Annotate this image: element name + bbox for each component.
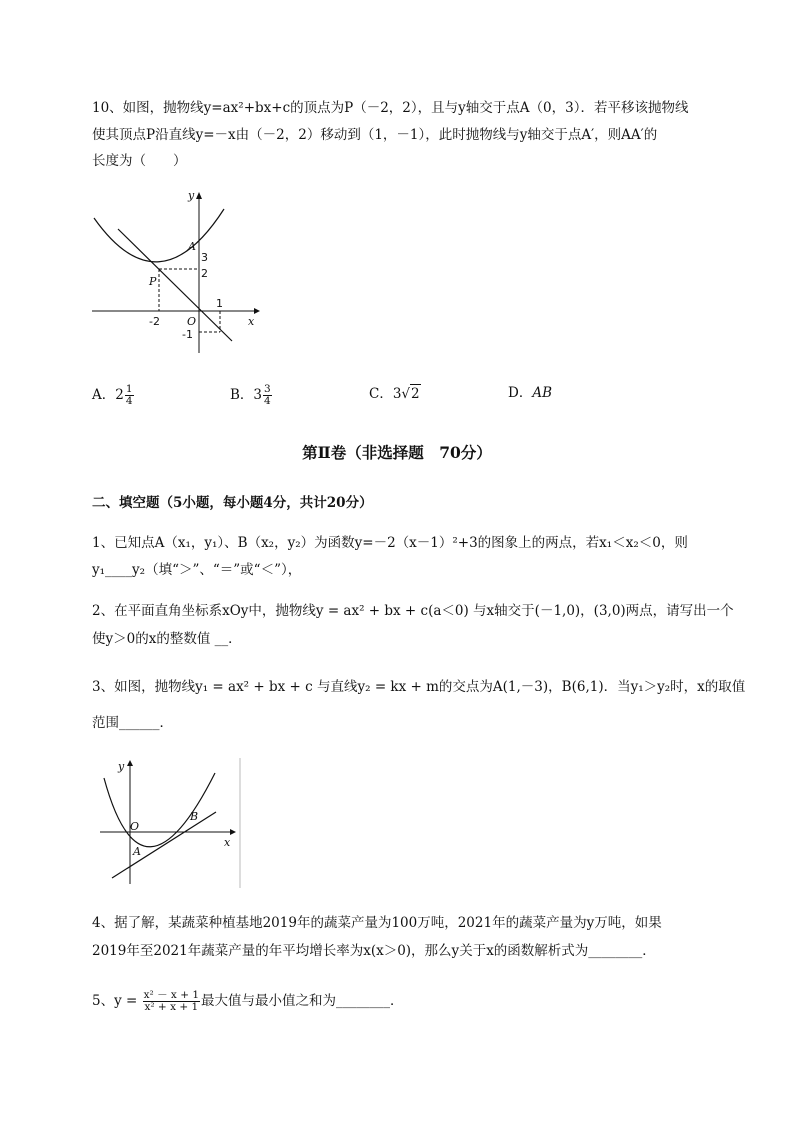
q10-tick-neg1: -1	[182, 328, 193, 341]
q10-tick-1: 1	[216, 297, 223, 310]
fill-q2-line-1: 2、在平面直角坐标系xOy中，抛物线y = ax² + bx + c(a＜0) 与x轴交于(－1,0)，(3,0)两点，请写出一个	[92, 603, 734, 619]
fill-q5-prefix: 5、y =	[92, 993, 138, 1009]
fill-q5-suffix: 最大值与最小值之和为________．	[201, 993, 404, 1009]
section-subtitle: 二、填空题（5小题，每小题4分，共计20分）	[92, 495, 373, 511]
q10-tick-3: 3	[201, 251, 208, 264]
fill-q1-line-1: 1、已知点A（x₁，y₁）、B（x₂，y₂）为函数y=－2（x－1）²+3的图象上的两点，若x₁＜x₂＜0，则	[92, 535, 688, 551]
q10-option-d-label: D．	[508, 385, 533, 401]
q10-option-c-radicand: 2	[411, 386, 420, 402]
fill-q4-line-1: 4、据了解，某蔬菜种植基地2019年的蔬菜产量为100万吨，2021年的蔬菜产量为y万吨，如果	[92, 915, 662, 931]
q10-option-b-den: 4	[264, 395, 271, 407]
q3-label-a: A	[133, 845, 141, 858]
q10-option-d-var: AB	[532, 385, 552, 401]
q10-option-a	[92, 384, 135, 407]
fill-q5-den: x² + x + 1	[144, 1001, 199, 1013]
fill-q2-line-2: 使y＞0的x的整数值 __．	[92, 631, 242, 647]
q10-y-arrow	[196, 192, 202, 199]
q3-label-x: x	[224, 836, 231, 849]
q10-line-2: 使其顶点P沿直线y=－x由（－2，2）移动到（1，－1），此时抛物线与y轴交于点A′，则AA′的	[92, 127, 658, 143]
q10-option-b	[230, 384, 273, 407]
fill-q5-num: x² － x + 1	[143, 989, 200, 1001]
q10-option-a-fraction	[125, 384, 134, 407]
q10-label-p: P	[149, 275, 157, 288]
q10-option-c-label: C．3	[369, 386, 402, 402]
sqrt-icon: √	[401, 386, 411, 402]
q3-y-arrow	[127, 760, 133, 766]
q10-label-x: x	[248, 315, 255, 328]
q10-line-1: 10、如图，抛物线y=ax²+bx+c的顶点为P（－2，2），且与y轴交于点A（0，3）．若平移该抛物线	[92, 100, 689, 116]
fill-q4-line-2: 2019年至2021年蔬菜产量的年平均增长率为x(x＞0)，那么y关于x的函数解析式为________．	[92, 943, 656, 959]
q3-label-o: O	[130, 820, 140, 833]
q3-line	[112, 812, 216, 878]
fill-q3-line-2: 范围______．	[92, 715, 173, 731]
q10-label-y: y	[188, 189, 195, 202]
q3-label-y: y	[118, 760, 125, 773]
q10-option-b-num: 3	[264, 383, 271, 395]
q10-option-b-label: B．3	[230, 387, 263, 403]
q10-option-a-num: 1	[125, 383, 133, 395]
fill-q1-line-2: y₁____y₂（填“＞”、“＝”或“＜”），	[92, 562, 302, 578]
fill-q5-line	[92, 990, 404, 1013]
q10-tick-2: 2	[201, 267, 208, 280]
q10-x-arrow	[254, 308, 260, 314]
q10-line-3: 长度为（ ）	[92, 153, 187, 169]
q10-label-a: A	[188, 240, 196, 253]
q10-line-y-neg-x	[118, 229, 232, 341]
q3-figure	[94, 756, 244, 890]
q10-option-c	[369, 384, 421, 403]
fill-q5-fraction	[143, 990, 200, 1013]
q10-option-d	[508, 384, 552, 402]
q10-option-a-den: 4	[125, 395, 133, 407]
q10-label-o: O	[187, 315, 197, 328]
q10-option-b-fraction	[263, 384, 272, 407]
q10-tick-neg2: -2	[149, 315, 160, 328]
fill-q3-line-1: 3、如图，抛物线y₁ = ax² + bx + c 与直线y₂ = kx + m的交点为A(1,－3)，B(6,1)．当y₁＞y₂时，x的取值	[92, 679, 746, 695]
section-title: 第Ⅱ卷（非选择题 70分）	[302, 443, 492, 462]
q3-x-arrow	[230, 829, 236, 835]
q3-parabola	[104, 773, 215, 847]
q10-figure	[88, 185, 268, 355]
q3-label-b: B	[190, 810, 199, 823]
q10-option-a-label: A．2	[92, 387, 124, 403]
